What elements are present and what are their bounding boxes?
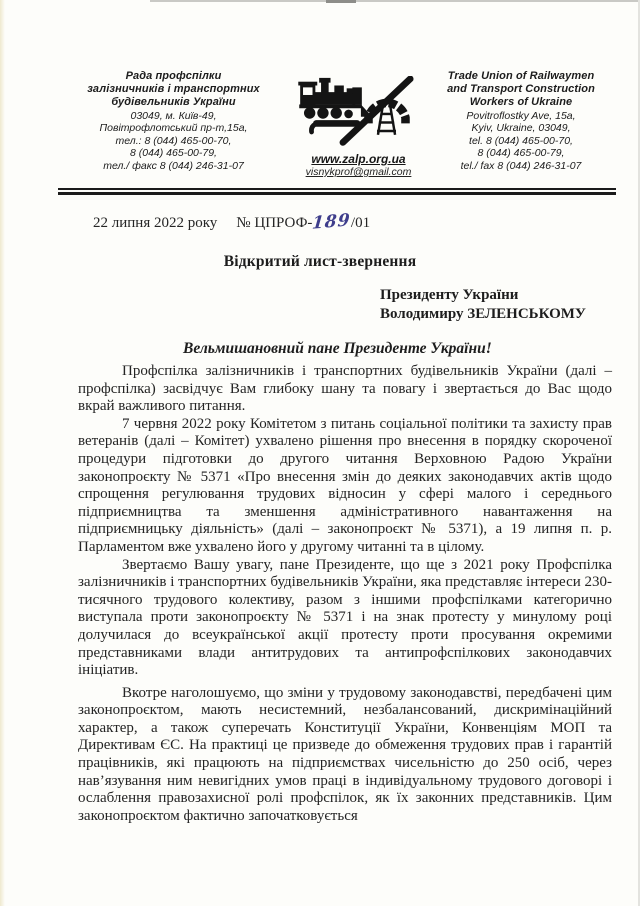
letterhead-divider (58, 188, 616, 195)
org-name-en-line2: and Transport Construction (447, 83, 595, 95)
paragraph-committee-decision: 7 червня 2022 року Комітетом з питань соціальної політики та захисту прав ветеранів (далі – Комітет) ухвалено рішення про внесення в порядку скороченої процедури підготовки до другого читання Верховною Радою України законопроєкту № 5371 «Про внесення змін до деяких законодавчих актів щодо спрощення регулювання трудових відносин у сфері малого і середнього підприємництва та зменшення адміністративного навантаження на підприємницьку діяльність» (далі – законопроєкт № 5371), а 19 липня п. р. Парламентом вже ухвалено його у другому читанні та в цілому. (78, 415, 612, 555)
org-name-uk-line1: Рада профспілки (125, 70, 222, 82)
org-name-en-line1: Trade Union of Railwaymen (447, 70, 595, 82)
letter-body (78, 363, 612, 825)
paragraph-intro: Профспілка залізничників і транспортних будівельників України (далі – профспілка) засвідчує Вам глибоку шану та повагу і звертається до Вас щодо вкрай важливого питання. (78, 363, 612, 415)
org-address-en-line2: Kyiv, Ukraine, 03049, (471, 122, 571, 135)
locomotive-emblem-icon (297, 76, 421, 150)
letter-title: Відкритий лист-звернення (223, 253, 417, 270)
org-email: visnykprof@gmail.com (305, 166, 412, 178)
reference-number-handwritten: 189 (311, 210, 352, 234)
reference-prefix: № ЦПРОФ- (236, 215, 313, 231)
reference-suffix: /01 (350, 215, 371, 231)
org-name-uk-line3: будівельників України (111, 96, 236, 108)
paragraph-union-protest: Звертаємо Вашу увагу, пане Президенте, що ще з 2021 року Профспілка залізничників і транспортних будівельників України, яка представляє інтереси 230-тисячного трудового колективу, разом з іншими профспілками категорично виступала проти законопроєкту № 5371 і на знак протесту у минулому році долучилася до всеукраїнської акції протесту проти просування окремими представниками влади антитрудових та антипрофспілкових законодавчих ініціатив. (78, 556, 612, 679)
org-phone-en-line2: 8 (044) 465-00-79, (477, 147, 565, 160)
scan-edge-top (150, 0, 640, 2)
org-address-en-line1: Povitroflostky Ave, 15a, (466, 110, 576, 122)
date-reference-line (93, 212, 640, 232)
org-phone-uk-line1: тел.: 8 (044) 465-00-70, (115, 134, 232, 147)
org-name-en-line3: Workers of Ukraine (469, 96, 573, 108)
paragraph-law-criticism: Вкотре наголошуємо, що зміни у трудовому законодавстві, передбачені цим законопроєктом, мають несистемний, незбалансований, дискримінаційний характер, а також суперечать Конституції України, Конвенціям МОП та Директивам ЄС. На практиці це призведе до обмеження трудових прав і гарантій працівників, які працюють на підприємствах чисельністю до 250 осіб, через нав’язування ним невигідних умов праці в індивідуальному трудового договорі і ослаблення правозахисної ролі профспілок, як їх законних представників. Цим законопроєктом фактично започатковується (78, 684, 612, 824)
scan-edge-left (0, 0, 5, 906)
addressee-name: Володимиру ЗЕЛЕНСЬКОМУ (380, 305, 586, 322)
org-fax-en: tel./ fax 8 (044) 246-31-07 (460, 159, 582, 172)
org-address-uk-line2: Повітрофлотський пр-т,15а, (99, 122, 248, 135)
letterhead-english-block (426, 70, 616, 172)
org-website: www.zalp.org.ua (311, 152, 406, 166)
addressee-position: Президенту України (380, 287, 519, 303)
org-address-uk-line1: 03049, м. Київ-49, (130, 110, 217, 122)
org-name-uk-line2: залізничників і транспортних (87, 83, 260, 95)
letterhead (0, 0, 640, 179)
addressee-block (380, 286, 640, 323)
org-fax-uk: тел./ факс 8 (044) 246-31-07 (103, 159, 244, 172)
union-logo (291, 70, 426, 179)
org-phone-en-line1: tel. 8 (044) 465-00-70, (469, 134, 573, 147)
letterhead-ukrainian-block (56, 70, 291, 172)
letter-date: 22 липня 2022 року (93, 215, 218, 231)
org-phone-uk-line2: 8 (044) 465-00-79, (130, 147, 217, 160)
salutation: Вельмишановний пане Президенте України! (183, 340, 492, 357)
scan-edge-top-mark (326, 0, 356, 3)
